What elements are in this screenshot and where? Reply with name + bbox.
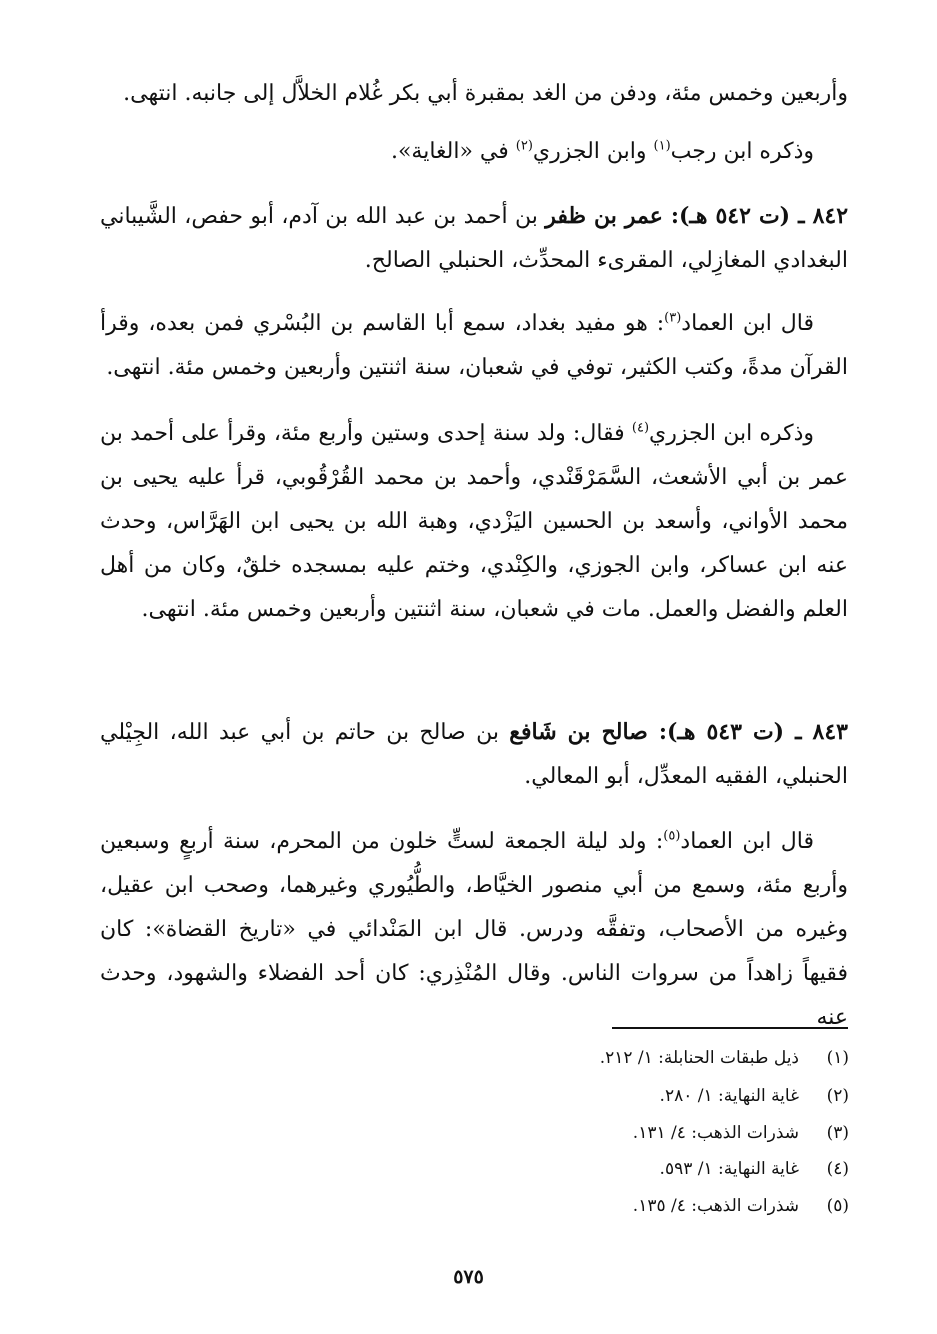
footnote-ref: (١) [653,138,671,154]
footnote-ref: (٤) [631,420,650,436]
paragraph-text: : هو مفيد بغداد، سمع أبا القاسم بن البُسْري فمن بعده، وقرأ القرآن مدةً، وكتب الكثير، توفي في شعبان، سنة اثنتين وأربعين وخمس مئة. انتهى. [100,311,848,380]
footnote-number: (٥) [826,1196,849,1216]
paragraph-text: وأربعين وخمس مئة، ودفن من الغد بمقبرة أبي بكر غُلام الخلاَّل إلى جانبه. انتهى. [123,81,848,106]
footnote-ref: (٣) [664,310,682,326]
entry-842-heading [100,194,848,283]
footnote-text: ذيل طبقات الحنابلة: ١/ ٢١٢. [599,1048,799,1068]
footnote-number: (٤) [826,1159,849,1179]
footnote-number: (١) [826,1048,849,1068]
footnote-number: (٢) [826,1086,849,1106]
footnote-ref: (٢) [515,138,533,154]
paragraph-ibn-al-jazari [100,412,848,632]
paragraph-mentions [100,130,848,174]
paragraph-ibn-al-imad-2 [100,820,848,1040]
footnote-text: غاية النهاية: ١/ ٢٨٠. [659,1086,799,1106]
paragraph-text: : ولد ليلة الجمعة لستٍّ خلون من المحرم، سنة أربعٍ وسبعين وأربع مئة، وسمع من أبي منصور الخيَّاط، والطُّيُوري وغيرهما، وصحب ابن عقيل، وغيره من الأصحاب، وتفقَّه ودرس. قال ابن المَنْدائي في «تاريخ القضاة»: كان فقيهاً زاهداً من سروات الناس. وقال المُنْذِري: كان أحد الفضلاء والشهود، وحدث عنه [100,829,848,1030]
footnote-text: شذرات الذهب: ٤/ ١٣١. [632,1123,799,1143]
footnote-4 [660,1157,849,1181]
entry-title: ٨٤٣ ـ (ت ٥٤٣ هـ): صالح بن شَافع [509,719,848,745]
paragraph-text: قال ابن العماد [680,829,814,854]
paragraph-text: قال ابن العماد [681,311,814,336]
paragraph-text: بن صالح بن حاتم بن أبي عبد الله، الجِيْلي الحنبلي، الفقيه المعدِّل، أبو المعالي. [100,720,848,789]
footnote-text: غاية النهاية: ١/ ٥٩٣. [659,1159,799,1179]
paragraph-text: في «الغاية». [390,139,516,164]
paragraph-ibn-al-imad [100,302,848,390]
footnote-2 [660,1084,849,1108]
footnote-text: شذرات الذهب: ٤/ ١٣٥. [632,1196,799,1216]
paragraph-text: بن أحمد بن عبد الله بن آدم، أبو حفص، الشَّيباني البغدادي المغازِلي، المقرىء المحدِّث، الحنبلي الصالح. [100,204,848,273]
footnote-1 [600,1046,849,1070]
footnote-number: (٣) [826,1123,849,1143]
paragraph-text: فقال: ولد سنة إحدى وستين وأربع مئة، وقرأ على أحمد بن عمر بن أبي الأشعث، السَّمَرْقَنْدي، وأحمد بن محمد القُرْقُوبي، قرأ عليه يحيى بن محمد الأواني، وأسعد بن الحسين اليَزْدي، وهبة الله بن يحيى ابن الهَرَّاس، وحدث عنه ابن عساكر، وابن الجوزي، والكِنْدي، وختم عليه بمسجده خلقٌ، وكان من أهل العلم والفضل والعمل. مات في شعبان، سنة اثنتين وأربعين وخمس مئة. انتهى. [100,421,848,622]
page-number: ٥٧٥ [453,1266,484,1288]
footnote-separator [612,1027,848,1029]
paragraph-continuation [100,72,848,116]
footnote-5 [633,1194,849,1218]
entry-title: ٨٤٢ ـ (ت ٥٤٢ هـ): عمر بن ظفر [545,203,849,229]
entry-843-heading [100,710,848,799]
footnote-3 [633,1121,849,1145]
footnote-ref: (٥) [663,828,681,844]
paragraph-text: وذكره ابن الجزري [649,421,814,446]
paragraph-text: وذكره ابن رجب [670,139,814,164]
paragraph-text: وابن الجزري [532,139,654,164]
